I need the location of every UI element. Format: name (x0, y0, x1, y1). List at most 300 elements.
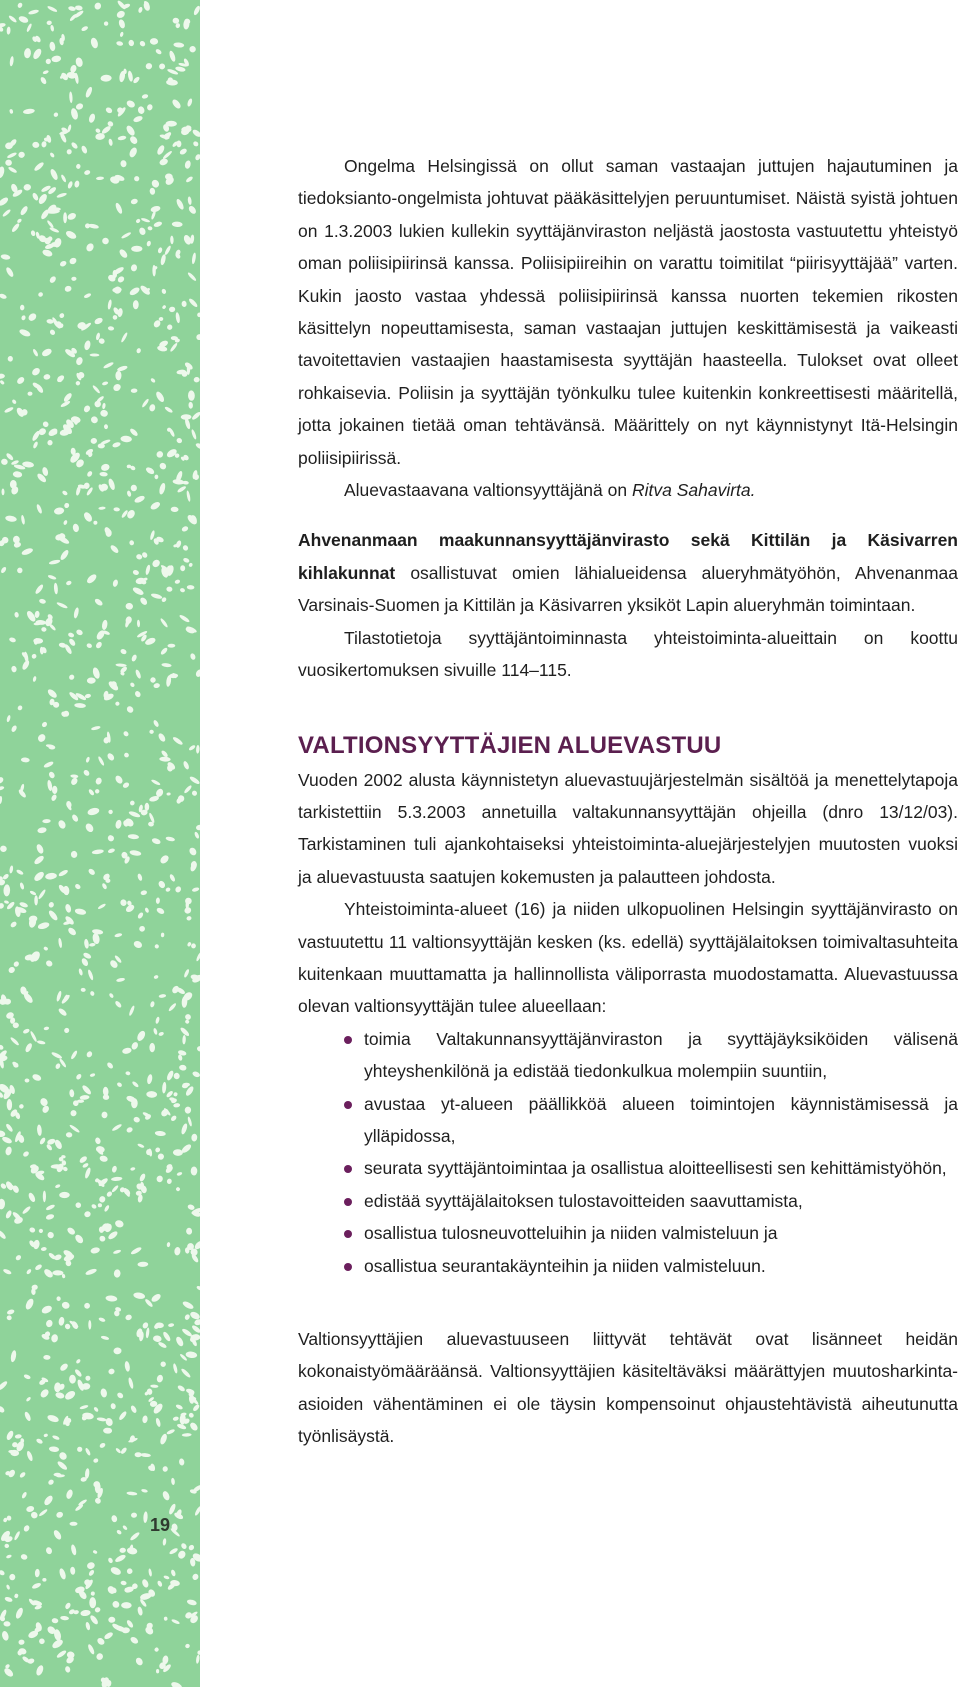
speckle (87, 1643, 96, 1655)
speckle (162, 305, 167, 310)
speckle (180, 565, 185, 571)
speckle (107, 1557, 113, 1564)
speckle (114, 202, 123, 215)
speckle (69, 1124, 81, 1134)
speckle (160, 647, 169, 656)
speckle (101, 619, 108, 630)
speckle (24, 1297, 35, 1310)
speckle (154, 1147, 161, 1154)
speckle (38, 1228, 44, 1234)
speckle (63, 212, 67, 223)
speckle (84, 1447, 91, 1456)
speckle (46, 1231, 55, 1240)
speckle (136, 348, 142, 354)
speckle (135, 669, 142, 679)
speckle (95, 777, 103, 786)
speckle (42, 70, 49, 75)
speckle (85, 1622, 91, 1631)
speckle (85, 242, 95, 253)
speckle (85, 573, 97, 585)
speckle (74, 1368, 83, 1377)
speckle (49, 152, 55, 158)
speckle (21, 1491, 28, 1499)
speckle (9, 109, 13, 114)
speckle (56, 1460, 68, 1471)
speckle (48, 771, 56, 780)
speckle (64, 1602, 71, 1610)
speckle (68, 257, 77, 266)
speckle (191, 1133, 197, 1141)
speckle (32, 1239, 40, 1249)
speckle (166, 121, 177, 127)
speckle (141, 551, 148, 559)
speckle (64, 1323, 71, 1330)
speckle (98, 1195, 106, 1203)
speckle (78, 1155, 88, 1164)
speckle (185, 1643, 191, 1649)
speckle (118, 248, 129, 259)
speckle (82, 1162, 89, 1168)
speckle (156, 144, 166, 156)
speckle (78, 968, 83, 976)
speckle (39, 1137, 47, 1146)
speckle (108, 1617, 115, 1623)
speckle (52, 1270, 63, 1275)
speckle (130, 484, 137, 491)
speckle (122, 1047, 132, 1055)
speckle (97, 903, 106, 910)
speckle (34, 583, 44, 595)
speckle (24, 1042, 33, 1053)
speckle (1, 1630, 10, 1641)
speckle (145, 1327, 149, 1338)
speckle (10, 1036, 20, 1046)
speckle (130, 264, 137, 272)
speckle (0, 254, 10, 261)
speckle (155, 1417, 161, 1427)
speckle (176, 437, 183, 444)
speckle (122, 1525, 128, 1531)
speckle (184, 1106, 191, 1113)
speckle (173, 1103, 180, 1108)
speckle (63, 520, 68, 526)
speckle (58, 938, 63, 949)
speckle (24, 1078, 29, 1082)
speckle (54, 583, 59, 595)
speckle (76, 1446, 83, 1453)
speckle (115, 819, 123, 829)
speckle (142, 1415, 148, 1423)
speckle (141, 1578, 150, 1588)
speckle (179, 1064, 187, 1071)
speckle (126, 705, 135, 714)
speckle (86, 643, 93, 649)
speckle (167, 644, 175, 648)
speckle (10, 1350, 17, 1363)
speckle (120, 332, 128, 343)
document-body (298, 150, 958, 1453)
speckle (35, 843, 44, 855)
speckle (114, 774, 124, 785)
speckle (90, 1591, 95, 1596)
speckle (22, 1205, 32, 1215)
speckle (150, 178, 160, 188)
speckle (31, 1073, 42, 1082)
speckle (30, 230, 36, 237)
speckle (1, 1136, 13, 1145)
speckle (189, 1310, 200, 1320)
speckle (39, 598, 47, 604)
speckle (189, 1421, 199, 1432)
speckle (145, 803, 150, 811)
speckle (106, 1061, 114, 1069)
speckle (119, 1548, 126, 1554)
list-item: avustaa yt-alueen päällikköä alueen toimintojen käynnistämisessä ja ylläpidossa, (364, 1088, 958, 1153)
speckle (141, 93, 148, 99)
speckle (191, 943, 196, 948)
speckle (196, 824, 200, 831)
speckle (183, 784, 192, 794)
speckle (73, 607, 80, 619)
speckle (94, 598, 104, 607)
speckle (63, 1027, 70, 1034)
speckle (128, 39, 135, 46)
speckle (101, 1335, 110, 1340)
speckle (47, 909, 59, 922)
speckle (96, 176, 104, 180)
speckle (93, 1458, 99, 1464)
speckle (98, 506, 105, 510)
speckle (0, 785, 5, 791)
speckle (69, 1089, 74, 1097)
speckle (89, 1073, 95, 1078)
speckle (70, 1544, 77, 1556)
speckle (68, 1608, 76, 1615)
speckle (137, 1143, 145, 1149)
speckle (41, 466, 49, 476)
speckle (0, 1091, 4, 1098)
speckle (8, 166, 18, 174)
speckle (85, 756, 90, 763)
speckle (75, 102, 84, 110)
speckle (126, 1619, 135, 1629)
speckle (146, 104, 153, 112)
speckle (29, 1030, 37, 1042)
speckle (19, 882, 25, 890)
speckle (3, 884, 10, 896)
speckle (46, 220, 54, 229)
speckle (16, 376, 26, 386)
speckle (83, 340, 91, 351)
speckle (137, 106, 145, 115)
speckle (191, 1166, 198, 1175)
speckle (120, 1580, 127, 1585)
speckle (95, 1652, 104, 1661)
speckle (173, 42, 184, 48)
speckle (135, 218, 141, 224)
speckle (196, 1285, 200, 1291)
speckle (131, 654, 138, 662)
speckle (5, 1210, 13, 1220)
speckle (4, 406, 14, 414)
speckle (171, 1478, 175, 1486)
speckle (161, 663, 172, 668)
speckle (59, 1157, 64, 1161)
speckle (74, 1233, 85, 1244)
speckle (45, 1546, 53, 1555)
speckle (196, 1045, 200, 1052)
speckle (6, 1584, 11, 1590)
speckle (64, 903, 72, 913)
speckle (126, 509, 137, 520)
speckle (98, 1235, 106, 1243)
speckle (110, 1403, 116, 1410)
speckle (96, 1637, 106, 1647)
speckle (72, 523, 79, 532)
speckle (182, 1300, 195, 1310)
speckle (157, 732, 167, 743)
speckle (141, 1488, 148, 1493)
speckle (175, 66, 186, 73)
speckle (183, 906, 192, 915)
speckle (24, 1411, 32, 1422)
speckle (151, 558, 161, 568)
speckle (155, 1130, 166, 1136)
speckle (107, 848, 115, 854)
speckle (39, 76, 47, 85)
speckle (5, 1430, 14, 1441)
speckle (47, 440, 53, 446)
speckle (163, 1616, 167, 1621)
speckle (149, 404, 156, 412)
speckle (175, 198, 185, 211)
speckle (0, 845, 7, 853)
speckle (6, 1309, 15, 1316)
speckle (128, 810, 141, 818)
speckle (84, 1167, 92, 1179)
speckle (1, 488, 4, 495)
speckle (70, 774, 78, 778)
speckle (159, 1433, 168, 1445)
speckle (90, 1246, 101, 1254)
speckle (35, 1569, 40, 1578)
speckle (173, 1072, 180, 1080)
speckle (45, 1213, 54, 1220)
speckle (103, 1204, 110, 1212)
speckle (24, 48, 32, 59)
speckle (41, 627, 47, 632)
speckle (196, 1655, 200, 1664)
speckle (88, 1569, 95, 1577)
speckle (95, 128, 101, 134)
speckle (27, 392, 32, 396)
speckle (26, 1396, 32, 1402)
speckle (126, 1126, 134, 1133)
speckle (34, 1263, 43, 1271)
speckle (188, 562, 193, 567)
speckle (38, 1508, 48, 1517)
speckle (85, 1375, 91, 1381)
speckle (91, 725, 101, 731)
speckle (88, 1320, 91, 1330)
speckle (43, 1026, 49, 1030)
speckle (120, 436, 132, 443)
speckle (0, 1405, 6, 1414)
speckle (186, 490, 191, 502)
speckle (172, 736, 184, 746)
speckle (157, 1341, 167, 1349)
speckle (189, 861, 198, 872)
speckle (191, 1573, 199, 1582)
speckle (42, 248, 54, 257)
speckle (165, 836, 175, 842)
speckle (150, 1384, 158, 1388)
speckle (140, 890, 147, 896)
speckle (49, 559, 61, 565)
speckle (126, 490, 131, 497)
speckle (100, 439, 111, 446)
speckle (174, 885, 182, 893)
speckle (12, 471, 22, 478)
speckle (154, 943, 160, 949)
speckle (8, 15, 18, 24)
speckle (49, 41, 56, 51)
speckle (174, 1247, 181, 1256)
speckle (182, 1433, 192, 1437)
speckle (46, 688, 58, 699)
speckle (127, 70, 133, 82)
speckle (70, 1050, 78, 1060)
speckle (151, 779, 161, 786)
speckle (187, 585, 195, 590)
speckle (162, 1082, 167, 1094)
speckle (122, 781, 130, 789)
speckle (23, 1524, 31, 1532)
speckle (169, 306, 176, 312)
speckle (23, 108, 35, 114)
speckle (100, 463, 110, 472)
speckle (109, 544, 120, 554)
speckle (158, 1153, 164, 1159)
speckle (0, 1044, 4, 1051)
speckle (158, 994, 166, 999)
speckle (15, 1434, 22, 1439)
speckle (35, 1664, 45, 1676)
speckle (93, 521, 97, 525)
speckle (130, 1167, 136, 1171)
speckle (47, 5, 58, 13)
speckle (148, 1568, 152, 1577)
speckle (159, 854, 170, 865)
speckle (21, 547, 34, 556)
speckle (55, 1063, 62, 1070)
speckle (6, 1554, 12, 1559)
speckle (26, 1505, 35, 1513)
speckle (92, 385, 101, 395)
speckle (0, 566, 7, 574)
speckle (0, 1229, 7, 1240)
speckle (156, 897, 160, 904)
speckle (120, 160, 127, 168)
speckle (43, 946, 48, 951)
speckle (32, 441, 38, 449)
speckle (187, 1116, 193, 1127)
speckle (101, 882, 107, 889)
speckle (188, 1412, 195, 1419)
speckle (94, 1137, 101, 1145)
speckle (187, 1204, 195, 1211)
speckle (43, 1433, 48, 1437)
speckle (108, 138, 113, 146)
speckle (2, 208, 12, 217)
speckle (21, 757, 30, 763)
speckle (120, 648, 128, 655)
speckle (191, 411, 200, 421)
speckle (31, 366, 42, 376)
speckle (104, 424, 108, 429)
speckle (66, 148, 73, 155)
speckle (70, 1109, 77, 1117)
speckle (133, 300, 139, 309)
speckle (70, 850, 78, 858)
speckle (173, 1092, 178, 1097)
speckle (185, 1351, 197, 1359)
speckle (111, 1184, 119, 1193)
speckle (134, 690, 142, 698)
speckle (47, 1479, 55, 1486)
speckle (139, 596, 149, 606)
ahvenanmaa-bold-lead: Ahvenanmaan maakunnansyyttäjänvirasto sekä Kittilän ja Käsivarren kihlakunnat (298, 530, 958, 583)
speckle (170, 1681, 183, 1687)
speckle (74, 703, 86, 709)
speckle (120, 1447, 128, 1455)
speckle (4, 900, 10, 904)
speckle (67, 926, 78, 936)
speckle (116, 1391, 124, 1399)
speckle (195, 333, 200, 341)
speckle (194, 831, 200, 839)
speckle (69, 1375, 76, 1384)
speckle (10, 725, 17, 733)
speckle (177, 1384, 186, 1392)
speckle (150, 377, 156, 383)
speckle (92, 667, 101, 680)
speckle (187, 272, 197, 282)
speckle (96, 1417, 106, 1422)
speckle (33, 870, 46, 883)
speckle (68, 674, 75, 681)
speckle (14, 1607, 24, 1620)
speckle (176, 1171, 182, 1176)
paragraph-regional-prosecutor (298, 474, 958, 506)
speckle (57, 1007, 67, 1017)
speckle (17, 2, 24, 9)
speckle (49, 227, 60, 234)
speckle (187, 98, 194, 107)
speckle (80, 1609, 91, 1616)
list-item: osallistua seurantakäynteihin ja niiden valmisteluun. (364, 1250, 958, 1282)
speckle (84, 169, 91, 175)
speckle (11, 665, 17, 672)
speckle (36, 504, 43, 515)
speckle (16, 218, 22, 224)
speckle (95, 133, 105, 141)
speckle (50, 794, 57, 802)
speckle (180, 1368, 191, 1379)
speckle (31, 1582, 42, 1590)
speckle (192, 1403, 200, 1412)
speckle (182, 544, 189, 551)
